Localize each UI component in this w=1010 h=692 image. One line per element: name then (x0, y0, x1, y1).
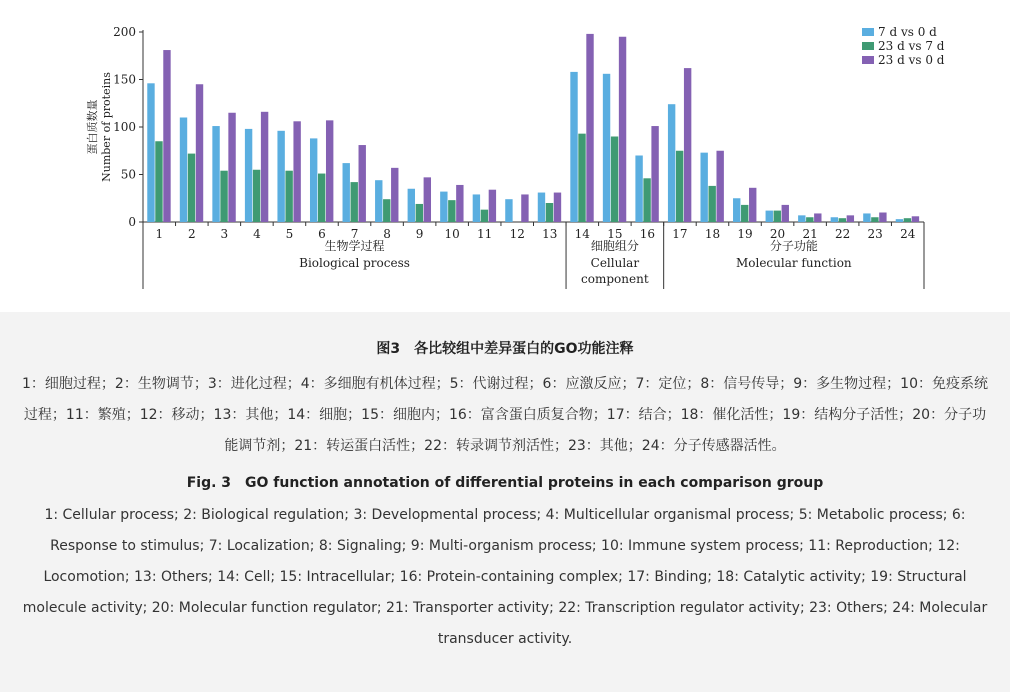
x-tick-label: 19 (737, 227, 753, 241)
bar-14-series-3 (586, 34, 593, 222)
bar-16-series-2 (643, 178, 650, 222)
bar-6-series-1 (310, 138, 317, 222)
bar-5-series-2 (285, 171, 292, 222)
x-tick-label: 14 (574, 227, 590, 241)
bar-21-series-3 (814, 213, 821, 222)
bar-17-series-1 (668, 104, 675, 222)
bar-2-series-3 (196, 84, 203, 222)
bar-2-series-2 (188, 154, 195, 222)
bar-24-series-2 (904, 218, 911, 222)
bar-22-series-1 (831, 217, 838, 222)
bar-17-series-3 (684, 68, 691, 222)
x-tick-label: 21 (802, 227, 818, 241)
bar-6-series-2 (318, 174, 325, 222)
bar-16-series-1 (635, 156, 642, 223)
x-tick-label: 11 (477, 227, 493, 241)
bar-18-series-2 (708, 186, 715, 222)
y-tick-label: 50 (120, 167, 136, 182)
bar-1-series-3 (163, 50, 170, 222)
bar-16-series-3 (651, 126, 658, 222)
bar-18-series-3 (716, 151, 723, 222)
bar-19-series-1 (733, 198, 740, 222)
legend-label-1: 7 d vs 0 d (878, 25, 937, 39)
bar-18-series-1 (700, 153, 707, 222)
bar-1-series-1 (147, 83, 154, 222)
bar-13-series-1 (538, 193, 545, 222)
bar-3-series-3 (228, 113, 235, 222)
bar-23-series-1 (863, 213, 870, 222)
bar-11-series-2 (481, 210, 488, 222)
bar-14-series-1 (570, 72, 577, 222)
x-tick-label: 16 (639, 227, 656, 241)
bar-17-series-2 (676, 151, 683, 222)
bar-21-series-1 (798, 215, 805, 222)
bar-12-series-1 (505, 199, 512, 222)
bar-23-series-2 (871, 217, 878, 222)
group-label-cn: 细胞组分 (590, 239, 639, 253)
y-axis-label-cn: 蛋白质数量 (86, 99, 99, 155)
x-tick-label: 23 (867, 227, 883, 241)
x-tick-label: 24 (900, 227, 916, 241)
x-tick-label: 17 (672, 227, 688, 241)
bar-9-series-3 (424, 177, 431, 222)
x-tick-label: 13 (542, 227, 558, 241)
x-tick-label: 12 (509, 227, 525, 241)
group-label-en: component (581, 272, 649, 286)
bar-14-series-2 (578, 134, 585, 222)
caption-text-cn: 1：细胞过程；2：生物调节；3：进化过程；4：多细胞有机体过程；5：代谢过程；6：应激反应；7：定位；8：信号传导；9：多生物过程；10：免疫系统过程；11：繁殖；12：移动；13：其他；14：细胞；15：细胞内；16：富含蛋白质复合物；17：结合；18：催化活性；19：结构分子活性；20：分子功能调节剂；21：转运蛋白活性；22：转录调节剂活性；23：其他；24：分子传感器活性。 (22, 376, 988, 454)
bar-10-series-2 (448, 200, 455, 222)
bar-9-series-2 (416, 204, 423, 222)
x-tick-label: 1 (155, 227, 164, 241)
bar-7-series-3 (359, 145, 366, 222)
x-tick-label: 8 (383, 227, 391, 241)
bar-9-series-1 (408, 189, 415, 222)
bar-6-series-3 (326, 120, 333, 222)
caption-title-cn: 图3 各比较组中差异蛋白的GO功能注释 (376, 341, 634, 357)
bar-20-series-2 (774, 211, 781, 222)
bar-chart (0, 0, 1010, 312)
bar-13-series-3 (554, 193, 561, 222)
bar-24-series-1 (896, 219, 903, 222)
x-tick-label: 6 (318, 227, 326, 241)
bar-19-series-2 (741, 205, 748, 222)
x-tick-label: 4 (253, 227, 261, 241)
x-tick-label: 10 (444, 227, 460, 241)
bar-4-series-1 (245, 129, 252, 222)
y-tick-label: 150 (113, 72, 136, 87)
bar-19-series-3 (749, 188, 756, 222)
group-label-en: Cellular (590, 256, 640, 270)
x-tick-label: 5 (285, 227, 294, 241)
x-tick-label: 20 (769, 227, 786, 241)
bar-23-series-3 (879, 213, 886, 223)
x-tick-label: 15 (607, 227, 623, 241)
chart-area (0, 0, 1010, 312)
bar-8-series-2 (383, 199, 390, 222)
bar-22-series-3 (847, 215, 854, 222)
x-tick-label: 2 (187, 227, 196, 241)
bar-13-series-2 (546, 203, 553, 222)
bar-11-series-3 (489, 190, 496, 222)
bar-4-series-3 (261, 112, 268, 222)
x-tick-label: 3 (220, 227, 229, 241)
group-label-en: Biological process (299, 256, 410, 270)
bar-5-series-3 (293, 121, 300, 222)
bar-22-series-2 (839, 218, 846, 222)
figure-caption (0, 312, 1010, 692)
bar-2-series-1 (180, 118, 187, 223)
y-tick-label: 0 (128, 215, 136, 229)
bar-10-series-1 (440, 192, 447, 222)
y-tick-label: 200 (113, 25, 136, 39)
caption-title-en: Fig. 3 GO function annotation of differential proteins in each comparison group (186, 475, 824, 491)
bar-8-series-1 (375, 180, 382, 222)
bar-15-series-1 (603, 74, 610, 222)
y-axis-label-en: Number of proteins (100, 72, 113, 182)
bar-20-series-3 (782, 205, 789, 222)
bar-10-series-3 (456, 185, 463, 222)
legend-label-3: 23 d vs 0 d (878, 53, 945, 67)
bar-15-series-2 (611, 137, 618, 223)
bar-7-series-2 (351, 182, 358, 222)
group-label-cn: 生物学过程 (324, 239, 385, 253)
bar-3-series-2 (220, 171, 227, 222)
bar-24-series-3 (912, 216, 919, 222)
legend-label-2: 23 d vs 7 d (878, 39, 945, 53)
bar-21-series-2 (806, 217, 813, 222)
bar-11-series-1 (473, 194, 480, 222)
x-tick-label: 9 (415, 227, 424, 241)
caption-text-en: 1: Cellular process; 2: Biological regulation; 3: Developmental process; 4: Multicellular organismal process; 5: Metabolic process; 6: Response to stimulus; 7: Localization; 8: Signaling; 9: Multi-organism process; 10: Immune system process; 11: Reproduction; 12: Locomotion; 13: Others; 14: Cell; 15: Intracellular; 16: Protein-containing complex; 17: Binding; 18: Catalytic activity; 19: Structural molecule activity; 20: Molecular function regulator; 21: Transporter activity; 22: Transcription regulator activity; 23: Others; 24: Molecular transducer activity. (22, 507, 988, 647)
x-tick-label: 18 (704, 227, 721, 241)
y-tick-label: 100 (113, 120, 136, 134)
bar-3-series-1 (212, 126, 219, 222)
legend-swatch-2 (862, 42, 874, 50)
bar-12-series-3 (521, 194, 528, 222)
group-label-cn: 分子功能 (769, 239, 818, 253)
legend-swatch-1 (862, 28, 874, 36)
group-label-en: Molecular function (735, 256, 852, 270)
bar-4-series-2 (253, 170, 260, 222)
bar-5-series-1 (277, 131, 284, 222)
x-tick-label: 22 (835, 227, 851, 241)
bar-7-series-1 (343, 163, 350, 222)
bar-1-series-2 (155, 141, 162, 222)
bar-15-series-3 (619, 37, 626, 222)
legend-swatch-3 (862, 56, 874, 64)
bar-20-series-1 (766, 211, 773, 222)
x-tick-label: 7 (350, 227, 359, 241)
bar-8-series-3 (391, 168, 398, 222)
